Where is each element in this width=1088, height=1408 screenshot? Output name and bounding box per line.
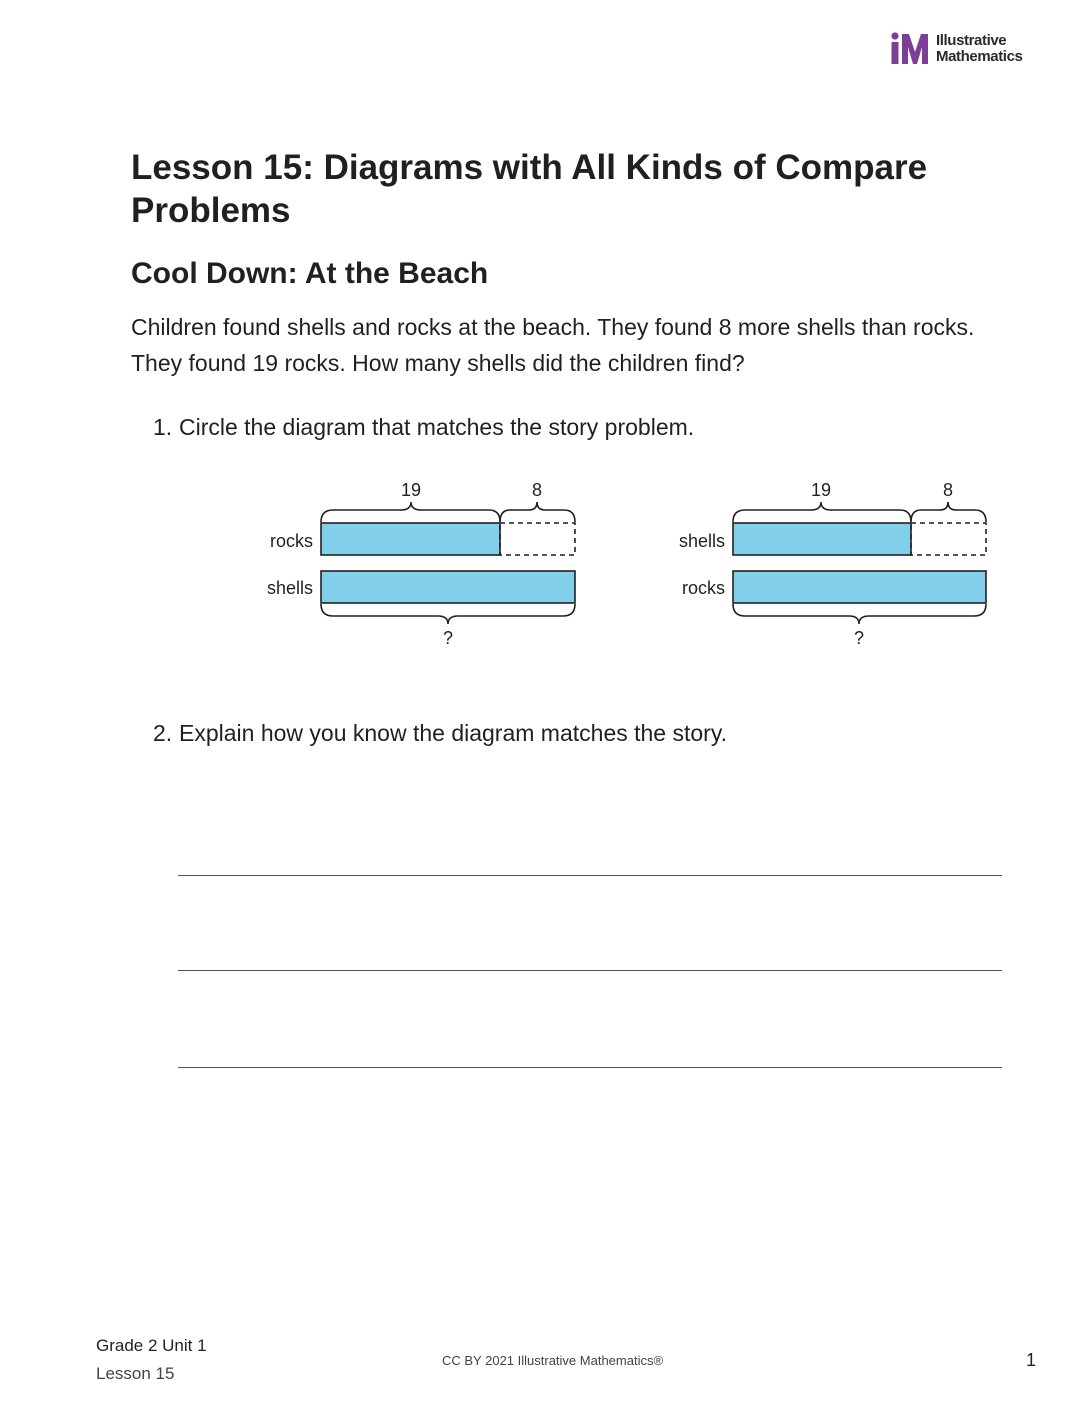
tape-diagram-b-svg <box>667 476 997 656</box>
bottom-bar-label: rocks <box>681 578 725 598</box>
top-bar <box>733 523 911 555</box>
part1-label: 19 <box>810 480 832 500</box>
part1-brace <box>733 502 911 522</box>
tape-diagram-a-svg <box>255 476 585 656</box>
answer-line-3[interactable] <box>178 1067 1002 1068</box>
cool-down-title: Cool Down: At the Beach <box>131 257 489 290</box>
tape-diagram-a[interactable] <box>255 476 585 656</box>
footer-copyright: CC BY 2021 Illustrative Mathematics® <box>442 1353 664 1368</box>
im-logo <box>890 32 1050 68</box>
footer-grade-unit: Grade 2 Unit 1 <box>96 1336 207 1355</box>
question-1 <box>153 412 694 442</box>
part2-label: 8 <box>942 480 954 500</box>
tape-diagram-b[interactable] <box>667 476 997 656</box>
question-2-text: Explain how you know the diagram matches the story. <box>179 720 728 746</box>
part2-brace <box>500 502 575 522</box>
total-brace <box>321 604 575 624</box>
page-number: 1 <box>1026 1350 1037 1370</box>
story-problem: Children found shells and rocks at the beach. They found 8 more shells than rocks. They found 19 rocks. How many shells did the children find? <box>131 314 975 376</box>
difference-dashed-box <box>911 523 986 555</box>
lesson-title: Lesson 15: Diagrams with All Kinds of Compare Problems <box>131 148 928 230</box>
part1-label: 19 <box>400 480 422 500</box>
question-1-text: Circle the diagram that matches the story problem. <box>179 414 695 440</box>
total-label: ? <box>442 628 454 648</box>
question-2 <box>153 718 727 748</box>
footer-lesson: Lesson 15 <box>96 1364 175 1383</box>
top-bar-label: rocks <box>269 531 313 551</box>
im-logo-icon <box>890 32 932 66</box>
total-brace <box>733 604 986 624</box>
question-1-number: 1. <box>153 414 173 440</box>
bottom-bar-label: shells <box>266 578 313 598</box>
part2-label: 8 <box>531 480 543 500</box>
answer-line-1[interactable] <box>178 875 1002 876</box>
question-2-number: 2. <box>153 720 173 746</box>
top-bar <box>321 523 500 555</box>
part2-brace <box>911 502 986 522</box>
difference-dashed-box <box>500 523 575 555</box>
answer-line-2[interactable] <box>178 970 1002 971</box>
part1-brace <box>321 502 500 522</box>
total-label: ? <box>853 628 865 648</box>
bottom-bar <box>733 571 986 603</box>
top-bar-label: shells <box>678 531 725 551</box>
bottom-bar <box>321 571 575 603</box>
brand-name-line1: Illustrative <box>936 32 1007 49</box>
brand-name-line2: Mathematics <box>936 48 1023 65</box>
brand-name <box>936 33 1022 65</box>
